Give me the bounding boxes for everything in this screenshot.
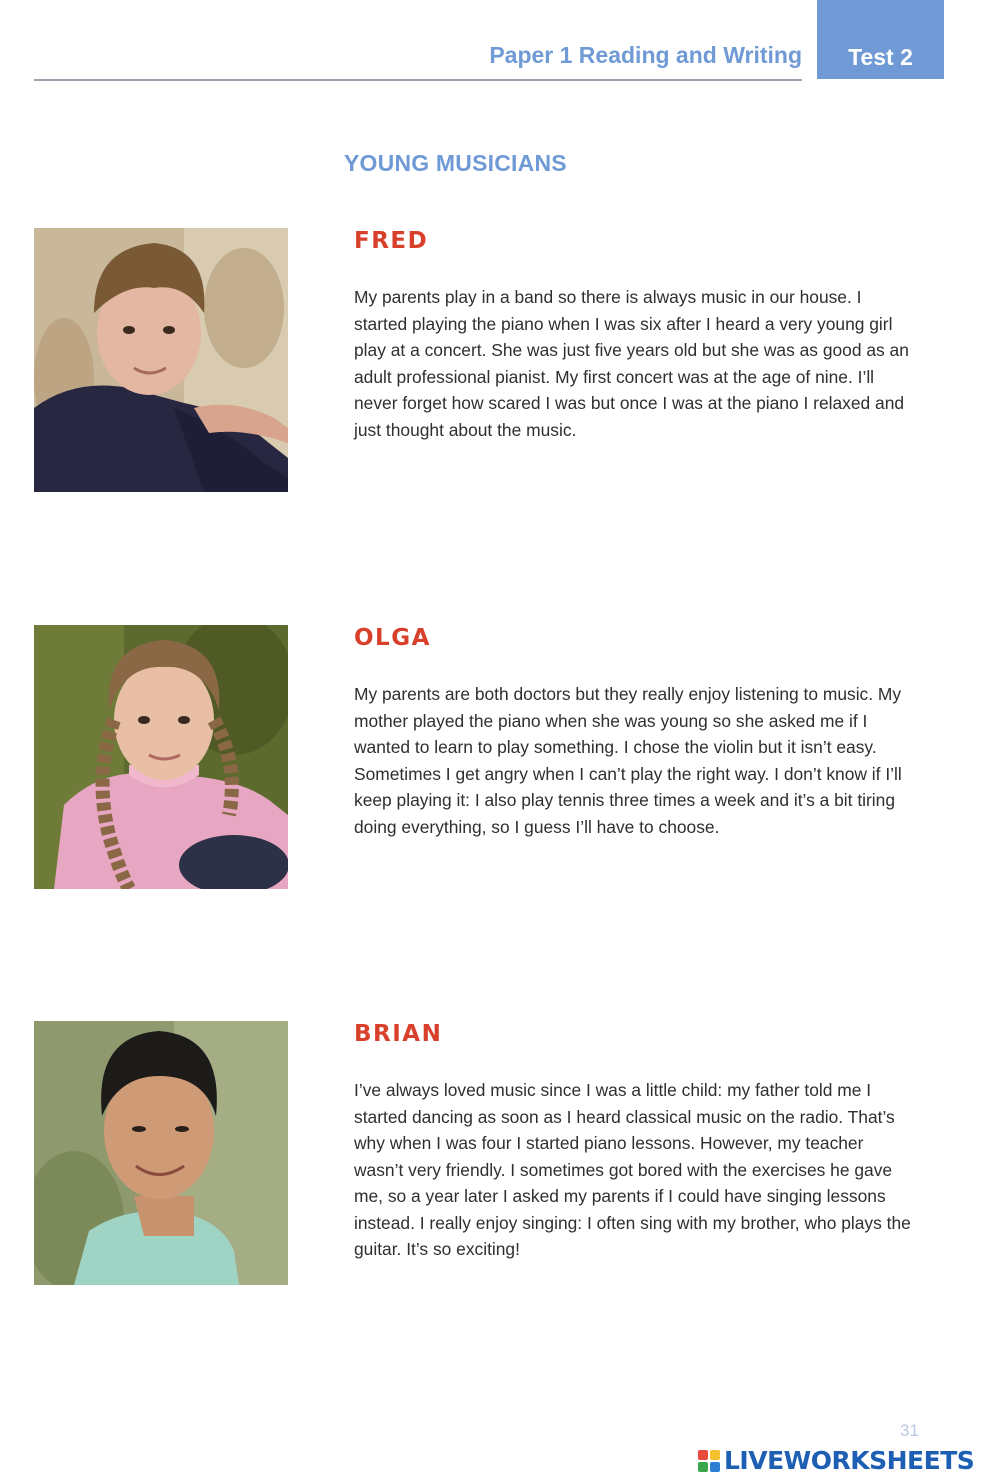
fred-bio: My parents play in a band so there is always music in our house. I started playing the piano when I was six after I heard a very young girl play at a concert. She was just five years old but she was as good as an adult professional pianist. My first concert was at the age of nine. I’ll never forget how scared I was but once I was at the piano I relaxed and just thought about the music. — [354, 287, 909, 440]
olga-name: OLGA — [354, 625, 431, 651]
girl-portrait-image — [34, 625, 288, 889]
page-number: 31 — [900, 1421, 919, 1440]
profile-brian — [0, 1021, 1000, 1291]
brian-name: BRIAN — [354, 1021, 443, 1047]
liveworksheets-logo-icon — [698, 1450, 720, 1472]
boy-portrait-image — [34, 228, 288, 492]
header-divider — [34, 79, 802, 81]
section-title: YOUNG MUSICIANS — [344, 150, 567, 176]
fred-name: FRED — [354, 228, 429, 254]
olga-photo — [34, 625, 288, 889]
olga-bio: My parents are both doctors but they really enjoy listening to music. My mother played the piano when she was young so she asked me if I wanted to learn to play something. I chose the violin but it isn’t easy. Sometimes I get angry when I can’t play the right way. I don’t know if I’ll keep playing it: I also play tennis three times a week and it’s a bit tiring doing everything, so I guess I’ll have to choose. — [354, 684, 902, 837]
header-title: Paper 1 Reading and Writing — [489, 42, 802, 68]
profile-fred — [0, 228, 1000, 498]
profile-olga — [0, 625, 1000, 895]
fred-photo — [34, 228, 288, 492]
boy-smiling-portrait-image — [34, 1021, 288, 1285]
test-tab: Test 2 — [817, 0, 944, 79]
brian-bio: I’ve always loved music since I was a little child: my father told me I started dancing as soon as I heard classical music on the radio. That’s why when I was four I started piano lessons. However, my teacher wasn’t very friendly. I sometimes got bored with the exercises he gave me, so a year later I asked my parents if I could have singing lessons instead. I really enjoy singing: I often sing with my brother, who plays the guitar. It’s so exciting! — [354, 1080, 911, 1259]
liveworksheets-brand — [698, 1446, 974, 1475]
brand-text: LIVEWORKSHEETS — [724, 1446, 975, 1475]
brian-photo — [34, 1021, 288, 1285]
